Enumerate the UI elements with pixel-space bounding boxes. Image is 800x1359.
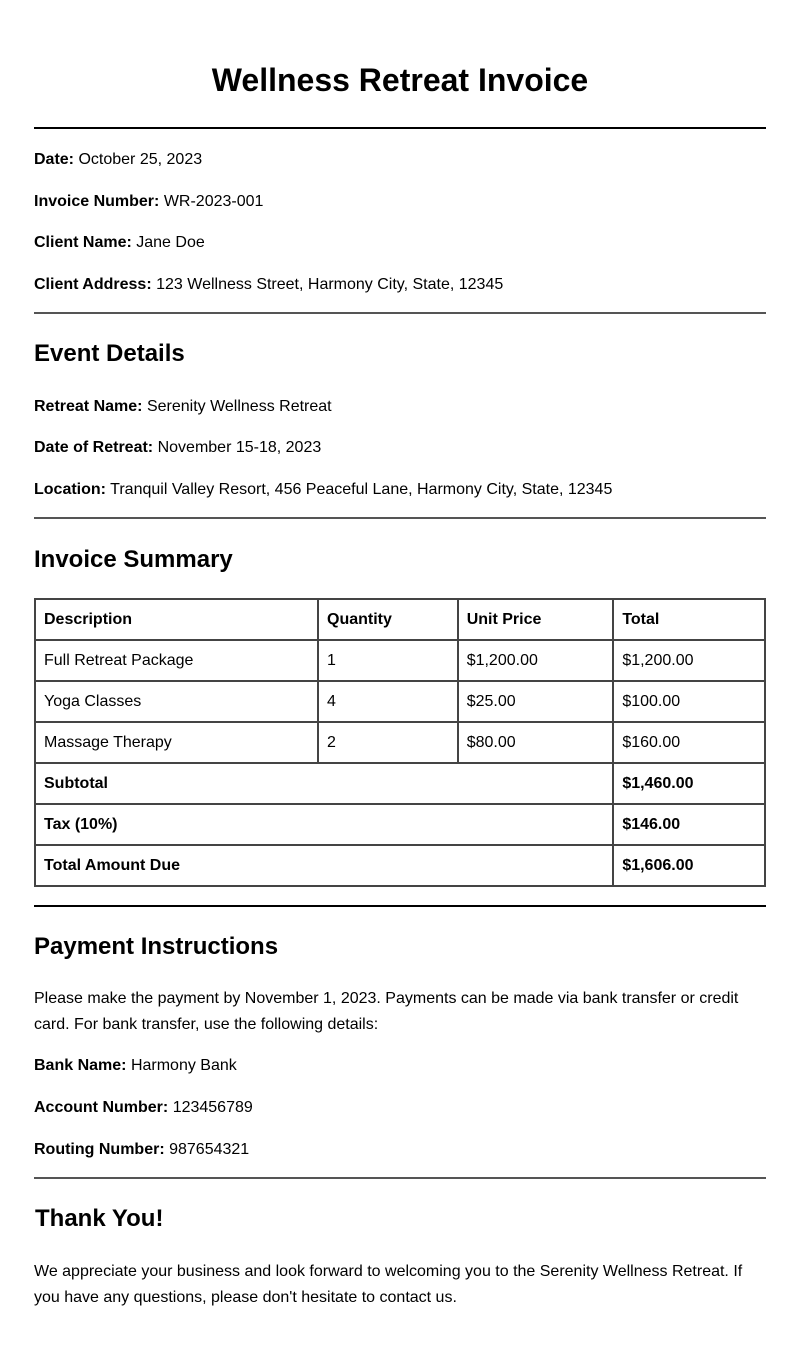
date-value: October 25, 2023 <box>78 151 203 168</box>
item-quantity: 2 <box>318 722 458 763</box>
client-name <box>34 233 205 253</box>
invoice-summary-heading: Invoice Summary <box>34 546 233 573</box>
invoice-summary-table <box>34 598 766 887</box>
retreat-date <box>34 438 321 458</box>
client-name-value: Jane Doe <box>136 234 205 251</box>
routing-number-value: 987654321 <box>169 1141 250 1158</box>
item-total: $1,200.00 <box>613 640 765 681</box>
item-quantity: 1 <box>318 640 458 681</box>
location-value: Tranquil Valley Resort, 456 Peaceful Lane, Harmony City, State, 12345 <box>110 481 613 498</box>
retreat-name <box>34 397 332 417</box>
item-description: Yoga Classes <box>35 681 318 722</box>
column-header: Unit Price <box>458 599 614 640</box>
divider <box>34 517 766 519</box>
divider <box>34 905 766 907</box>
payment-instructions-text: Please make the payment by November 1, 2023. Payments can be made via bank transfer or credit card. For bank transfer, use the following details: <box>34 990 739 1033</box>
retreat-name-value: Serenity Wellness Retreat <box>146 398 332 415</box>
tax-row <box>35 804 765 845</box>
total-due-row <box>35 845 765 886</box>
item-total: $160.00 <box>613 722 765 763</box>
client-address-label: Client Address: <box>34 276 152 293</box>
total-due-label: Total Amount Due <box>35 845 613 886</box>
total-due-value: $1,606.00 <box>613 845 765 886</box>
retreat-date-label: Date of Retreat: <box>34 439 154 456</box>
payment-instructions-heading: Payment Instructions <box>34 933 279 960</box>
location-label: Location: <box>34 481 106 498</box>
retreat-date-value: November 15-18, 2023 <box>157 439 322 456</box>
table-row <box>35 722 765 763</box>
bank-name-value: Harmony Bank <box>130 1057 237 1074</box>
account-number <box>34 1098 253 1118</box>
divider <box>34 127 766 129</box>
tax-label: Tax (10%) <box>35 804 613 845</box>
routing-number <box>34 1140 249 1160</box>
column-header: Total <box>613 599 765 640</box>
thank-you-text: We appreciate your business and look forward to welcoming you to the Serenity Wellness Retreat. If you have any questions, please don't hesitate to contact us. <box>34 1263 743 1306</box>
subtotal-row <box>35 763 765 804</box>
retreat-location <box>34 480 612 500</box>
tax-value: $146.00 <box>613 804 765 845</box>
thank-you-heading: Thank You! <box>35 1205 164 1232</box>
table-row <box>35 640 765 681</box>
item-quantity: 4 <box>318 681 458 722</box>
column-header: Description <box>35 599 318 640</box>
invoice-number <box>34 192 263 212</box>
item-unit-price: $25.00 <box>458 681 614 722</box>
bank-name <box>34 1056 237 1076</box>
account-number-value: 123456789 <box>172 1099 253 1116</box>
client-name-label: Client Name: <box>34 234 132 251</box>
table-header-row <box>35 599 765 640</box>
item-unit-price: $80.00 <box>458 722 614 763</box>
item-description: Full Retreat Package <box>35 640 318 681</box>
bank-name-label: Bank Name: <box>34 1057 127 1074</box>
retreat-name-label: Retreat Name: <box>34 398 143 415</box>
routing-number-label: Routing Number: <box>34 1141 165 1158</box>
item-unit-price: $1,200.00 <box>458 640 614 681</box>
subtotal-label: Subtotal <box>35 763 613 804</box>
invoice-date <box>34 150 202 170</box>
invoice-number-value: WR-2023-001 <box>163 193 264 210</box>
account-number-label: Account Number: <box>34 1099 169 1116</box>
table-row <box>35 681 765 722</box>
column-header: Quantity <box>318 599 458 640</box>
client-address <box>34 275 503 295</box>
item-description: Massage Therapy <box>35 722 318 763</box>
client-address-value: 123 Wellness Street, Harmony City, State, 12345 <box>156 276 504 293</box>
item-total: $100.00 <box>613 681 765 722</box>
divider <box>34 312 766 314</box>
invoice-number-label: Invoice Number: <box>34 193 160 210</box>
event-details-heading: Event Details <box>34 340 185 367</box>
invoice-title: Wellness Retreat Invoice <box>211 62 589 98</box>
divider <box>34 1177 766 1179</box>
date-label: Date: <box>34 151 75 168</box>
subtotal-value: $1,460.00 <box>613 763 765 804</box>
